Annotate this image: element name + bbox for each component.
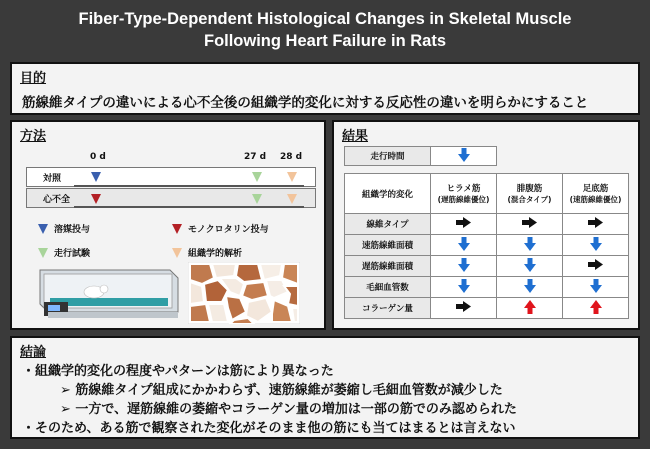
result-row-label: 速筋線維面積: [345, 235, 431, 256]
triangle-down-icon: [172, 224, 182, 234]
result-cell: [431, 235, 497, 256]
treadmill-illustration: [30, 262, 180, 324]
result-cell: [431, 298, 497, 319]
results-heading: 結果: [342, 129, 369, 144]
result-cell: [431, 256, 497, 277]
day-label-0: 0 d: [90, 152, 106, 162]
result-cell: [563, 256, 629, 277]
purpose-panel: [10, 62, 640, 115]
triangle-down-icon: [172, 248, 182, 258]
arrow-down-icon: [524, 279, 536, 296]
day-label-28: 28 d: [280, 152, 303, 162]
conclusion-panel: [10, 336, 640, 439]
running-time-label: 走行時間: [345, 147, 431, 166]
result-cell: [497, 256, 563, 277]
result-row: [345, 298, 629, 319]
arrow-right-icon: [522, 217, 537, 231]
arrow-down-icon: [524, 258, 536, 275]
result-cell: [563, 214, 629, 235]
legend-running-test: 走行試験: [38, 246, 90, 259]
group-label-heart-failure: 心不全: [43, 195, 71, 205]
result-row: [345, 256, 629, 277]
arrow-down-icon: [458, 148, 470, 165]
arrow-down-icon: [458, 258, 470, 275]
running-test-marker-icon: [252, 172, 262, 182]
muscle-header-soleus: ヒラメ筋 (遅筋線維優位): [431, 174, 497, 214]
histology-section-illustration: [188, 262, 300, 324]
arrow-right-icon: [456, 301, 471, 315]
legend-monocrotaline: モノクロタリン投与: [172, 222, 269, 235]
title-line-1: Fiber-Type-Dependent Histological Changes in Skeletal Muscle: [78, 10, 572, 28]
result-row-label: 毛細血管数: [345, 277, 431, 298]
result-cell: [431, 277, 497, 298]
running-time-cell: [431, 147, 497, 166]
result-row-label: 遅筋線維面積: [345, 256, 431, 277]
result-cell: [563, 235, 629, 256]
group-label-control: 対照: [43, 174, 62, 184]
result-row: [345, 277, 629, 298]
conclusion-sub-line: ➢ 筋線維タイプ組成にかかわらず、速筋線維が萎縮し毛細血管数が減少した: [60, 383, 503, 398]
legend-vehicle: 溶媒投与: [38, 222, 90, 235]
purpose-heading: 目的: [20, 71, 47, 86]
result-cell: [431, 214, 497, 235]
timeline-row-heart-failure: [26, 188, 316, 208]
arrow-down-icon: [458, 279, 470, 296]
running-test-marker-icon: [252, 194, 262, 204]
title-line-2: Following Heart Failure in Rats: [203, 32, 447, 50]
timeline-row-control: [26, 167, 316, 187]
result-cell: [497, 214, 563, 235]
triangle-down-icon: [38, 248, 48, 258]
conclusion-line: ・組織学的変化の程度やパターンは筋により異なった: [22, 364, 334, 379]
vehicle-marker-icon: [91, 172, 101, 182]
purpose-text: 筋線維タイプの違いによる心不全後の組織学的変化に対する反応性の違いを明らかにすること: [22, 95, 589, 111]
arrow-down-icon: [590, 237, 602, 254]
arrow-right-icon: [456, 217, 471, 231]
method-panel: [10, 120, 326, 330]
day-label-27: 27 d: [244, 152, 267, 162]
result-cell: [563, 277, 629, 298]
histology-marker-icon: [287, 172, 297, 182]
conclusion-sub-line: ➢ 一方で、遅筋線維の萎縮やコラーゲン量の増加は一部の筋でのみ認められた: [60, 402, 517, 417]
result-cell: [497, 298, 563, 319]
result-row: [345, 235, 629, 256]
results-table: [344, 146, 629, 319]
conclusion-heading: 結論: [20, 345, 47, 360]
muscle-header-plantaris: 足底筋 (速筋線維優位): [563, 174, 629, 214]
arrow-down-icon: [524, 237, 536, 254]
histology-marker-icon: [287, 194, 297, 204]
result-cell: [497, 235, 563, 256]
arrow-down-icon: [590, 279, 602, 296]
legend-histology: 組織学的解析: [172, 246, 242, 259]
arrow-up-icon: [524, 300, 536, 317]
monocrotaline-marker-icon: [91, 194, 101, 204]
triangle-down-icon: [38, 224, 48, 234]
timeline-line-control: [74, 185, 304, 187]
poster-title: [0, 0, 650, 60]
result-cell: [497, 277, 563, 298]
histological-change-label: 組織学的変化: [345, 174, 431, 214]
results-panel: [332, 120, 640, 330]
arrow-down-icon: [458, 237, 470, 254]
timeline-line-heart-failure: [74, 206, 304, 208]
arrow-right-icon: [588, 259, 603, 273]
conclusion-line: ・そのため、ある筋で観察された変化がそのまま他の筋にも当てはまるとは言えない: [22, 421, 516, 436]
muscle-header-gastrocnemius: 腓腹筋 (混合タイプ): [497, 174, 563, 214]
method-heading: 方法: [20, 129, 47, 144]
arrow-up-icon: [590, 300, 602, 317]
result-cell: [563, 298, 629, 319]
result-row-label: コラーゲン量: [345, 298, 431, 319]
arrow-right-icon: [588, 217, 603, 231]
result-row: [345, 214, 629, 235]
result-row-label: 線維タイプ: [345, 214, 431, 235]
